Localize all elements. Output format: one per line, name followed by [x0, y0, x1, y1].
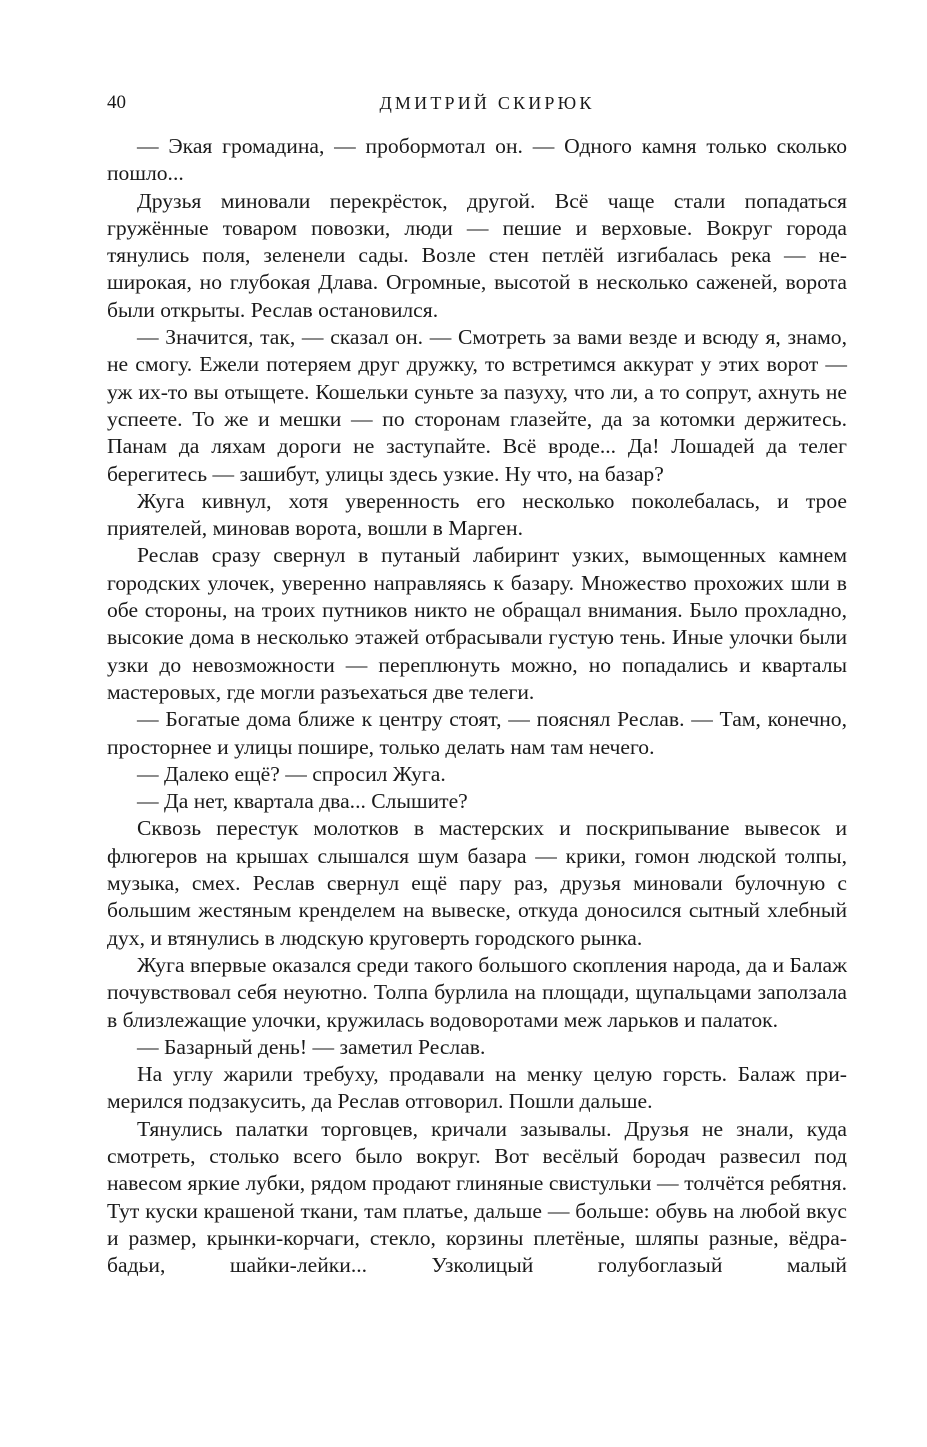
running-head: ДМИТРИЙ СКИРЮК [379, 93, 595, 113]
paragraph: — Экая громадина, — пробормотал он. — Одного камня только сколько пошло... [107, 134, 847, 186]
paragraph: Жуга кивнул, хотя уверенность его несколько поколебалась, и трое приятелей, миновав ворота, вошли в Марген. [107, 488, 847, 541]
paragraph: — Богатые дома ближе к центру стоят, — пояснял Реслав. — Там, конечно, просторнее и улицы пошире, только делать нам там нечего. [107, 707, 847, 759]
page-number: 40 [107, 92, 126, 113]
body-text [107, 133, 847, 1279]
paragraph: — Далеко ещё? — спросил Жуга. [137, 761, 446, 786]
paragraph: Сквозь перестук молотков в мастерских и поскрипывание вывесок и флюгеров на крышах слышался шум базара — крики, гомон людской толпы, музыка, смех. Реслав свернул ещё пару раз, друзья миновали булочную с большим жестяным кренделем на вывеске, откуда доносился сытный хлебный дух, и втянулись в людскую круговерть городского рынка. [107, 816, 847, 950]
paragraph: Реслав сразу свернул в путаный лабиринт узких, вымощенных камнем городских улочек, уверенно направляясь к базару. Множество прохожих шли в обе стороны, на троих путников никто не обращал внимания. Было прохладно, высокие дома в несколько этажей отбрасывали густую тень. Иные улочки были узки до невозможности — переплюнуть можно, но попадались и кварталы мастеровых, где могли разъехаться две телеги. [107, 543, 847, 704]
paragraph: Жуга впервые оказался среди такого большого скопления народа, да и Балаж почувствовал себя неуютно. Толпа бурлила на площади, щупальцами заползала в близлежащие улочки, кружилась водоворотами меж ларьков и палаток. [107, 952, 847, 1032]
paragraph: — Да нет, квартала два... Слышите? [137, 789, 468, 814]
paragraph: — Значится, так, — сказал он. — Смотреть за вами везде и всюду я, знамо, не смогу. Ежели потеряем друг дружку, то встретимся аккурат у этих ворот — уж их-то вы отыщете. Кошельки суньте за пазуху, что ли, а то сопрут, ахнуть не успеете. То же и мешки — по сторонам глазейте, да за котомки держитесь. Панам да ляхам дороги не заступайте. Всё вроде... Да! Лошадей да телег берегитесь — зашибут, улицы здесь узкие. Ну что, на базар? [107, 325, 847, 486]
page-header [107, 90, 847, 116]
paragraph: Тянулись палатки торговцев, кричали зазывалы. Друзья не знали, куда смотреть, столько всего было вокруг. Вот весёлый бородач развесил под навесом яркие лубки, рядом продают глиняные свистульки — толчётся ребятня. Тут куски крашеной ткани, там платье, дальше — больше: обувь на любой вкус и размер, крынки-корчаги, стекло, корзины плетёные, шляпы разные, вёдра-бадьи, шайки-лейки... Узколицый голубоглазый малый [107, 1116, 847, 1278]
paragraph: На углу жарили требуху, продавали на менку целую горсть. Балаж примерился подзакусить, да Реслав отговорил. Пошли дальше. [107, 1062, 847, 1114]
paragraph: Друзья миновали перекрёсток, другой. Всё чаще стали попадаться гружённые товаром повозки, люди — пешие и верховые. Вокруг города тянулись поля, зеленели сады. Возле стен петлёй изгибалась река — неширокая, но глубокая Длава. Огромные, высотой в несколько саженей, ворота были открыты. Реслав остановился. [107, 188, 847, 322]
paragraph: — Базарный день! — заметил Реслав. [137, 1034, 486, 1059]
